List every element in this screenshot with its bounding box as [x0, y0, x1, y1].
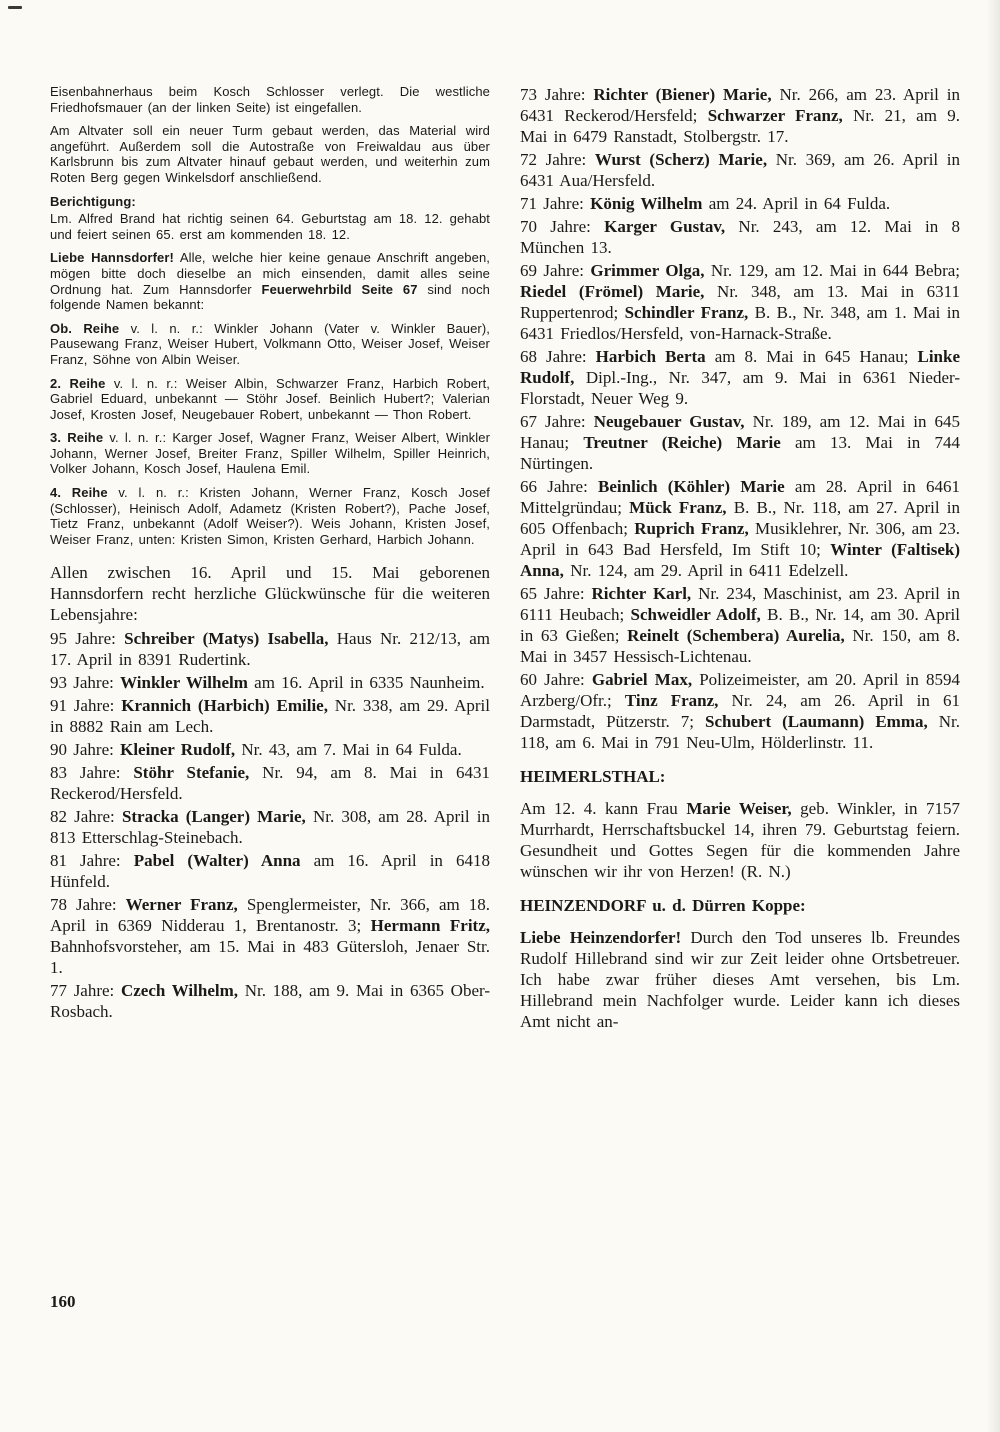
paragraph: 4. Reihe v. l. n. r.: Kristen Johann, Werner Franz, Kosch Josef (Schlosser), Heinisch Adolf, Adametz (Kristen Robert?), Pache Josef, Tietz Franz, unbekannt (Adolf Weiser?). Weis Johann, Kristen Josef, Weiser Franz, unten: Kristen Simon, Kristen Gerhard, Harbich Johann. [50, 485, 491, 547]
bold-name: Linke Rudolf, [520, 347, 961, 387]
section-heading: HEINZENDORF u. d. Dürren Koppe: [520, 896, 806, 915]
bold-name: Reinelt (Schembera) Aurelia, [627, 626, 845, 645]
paragraph: 66 Jahre: Beinlich (Köhler) Marie am 28. April in 6461 Mittelgründau; Mück Franz, B. B., Nr. 118, am 27. April in 605 Offenbach; Ruprich Franz, Musiklehrer, Nr. 306, am 23. April in 643 Bad Hersfeld, Im Stift 10; Winter (Faltisek) Anna, Nr. 124, am 29. April in 6411 Edelzell. [520, 477, 960, 580]
left-column [50, 84, 490, 1034]
bold-name: Winkler Wilhelm [120, 673, 248, 693]
paragraph: Liebe Hannsdorfer! Alle, welche hier keine genaue Anschrift angeben, mögen bitte doch dieselbe an mich einsenden, damit alles seine Ordnung hat. Zum Hannsdorfer Feuerwehrbild Seite 67 sind noch folgende Namen bekannt: [50, 250, 490, 313]
bold-name: Marie Weiser, [686, 799, 792, 818]
bold-name: Neugebauer Gustav, [593, 412, 745, 431]
paragraph: 70 Jahre: Karger Gustav, Nr. 243, am 12. Mai in 8 München 13. [520, 217, 961, 257]
paragraph: Liebe Heinzendorfer! Durch den Tod unseres lb. Freundes Rudolf Hillebrand sind wir zur Zeit leider ohne Ortsbetreuer. Ich habe zwar früher dieses Amt versehen, bis Lm. Hillebrand mein Nachfolger wurde. Leider kann ich dieses Amt nicht an- [520, 928, 960, 1031]
bold-name: Riedel (Frömel) Marie, [520, 282, 705, 301]
bold-name: Stöhr Stefanie, [133, 763, 250, 783]
right-column [520, 84, 960, 1034]
paragraph: 68 Jahre: Harbich Berta am 8. Mai in 645 Hanau; Linke Rudolf, Dipl.-Ing., Nr. 347, am 9. Mai in 6361 Nieder-Florstadt, Neuer Weg 9. [520, 347, 961, 408]
bold-name: Grimmer Olga, [590, 261, 705, 280]
bold-name: 3. Reihe [50, 430, 104, 446]
bold-name: Richter Karl, [591, 584, 692, 603]
paragraph: 73 Jahre: Richter (Biener) Marie, Nr. 266, am 23. April in 6431 Reckerod/Hersfeld; Schwarzer Franz, Nr. 21, am 9. Mai in 6479 Ranstadt, Stolbergstr. 17. [520, 85, 960, 146]
bold-name: Harbich Berta [595, 347, 706, 366]
bold-name: Schubert (Laumann) Emma, [705, 712, 928, 731]
bold-name: Schindler Franz, [624, 303, 749, 322]
paragraph: 71 Jahre: König Wilhelm am 24. April in 64 Fulda. [520, 194, 891, 213]
paragraph: 91 Jahre: Krannich (Harbich) Emilie, Nr. 338, am 29. April in 8882 Rain am Lech. [50, 696, 491, 737]
paragraph: 60 Jahre: Gabriel Max, Polizeimeister, am 20. April in 8594 Arzberg/Ofr.; Tinz Franz, Nr. 24, am 26. April in 61 Darmstadt, Pützerstr. 7; Schubert (Laumann) Emma, Nr. 118, am 6. Mai in 791 Neu-Ulm, Hölderlinstr. 11. [520, 670, 961, 752]
paragraph: 93 Jahre: Winkler Wilhelm am 16. April in 6335 Naunheim. [50, 673, 485, 693]
paragraph: 65 Jahre: Richter Karl, Nr. 234, Maschinist, am 23. April in 6111 Heubach; Schweidler Adolf, B. B., Nr. 14, am 30. April in 63 Gießen; Reinelt (Schembera) Aurelia, Nr. 150, am 8. Mai in 3457 Hessisch-Lichtenau. [520, 584, 961, 666]
scan-artifact [8, 6, 22, 9]
paragraph: 78 Jahre: Werner Franz, Spenglermeister, Nr. 366, am 18. April in 6369 Nidderau 1, Brentanostr. 3; Hermann Fritz, Bahnhofsvorsteher, am 15. Mai in 483 Gütersloh, Jenaer Str. 1. [50, 895, 491, 978]
bold-name: Wurst (Scherz) Marie, [594, 150, 768, 169]
section-heading: HEIMERLSTHAL: [520, 767, 666, 786]
bold-name: Werner Franz, [125, 895, 238, 915]
paragraph: 83 Jahre: Stöhr Stefanie, Nr. 94, am 8. Mai in 6431 Reckerod/Hersfeld. [50, 763, 490, 804]
bold-name: Stracka (Langer) Marie, [121, 807, 306, 827]
bold-name: Hermann Fritz, [370, 916, 490, 936]
bold-name: Tinz Franz, [624, 691, 719, 710]
bold-name: Schwarzer Franz, [707, 106, 843, 125]
bold-name: Beinlich (Köhler) Marie [598, 477, 785, 496]
bold-name: Schreiber (Matys) Isabella, [124, 629, 329, 649]
bold-name: 2. Reihe [50, 375, 106, 391]
bold-name: Richter (Biener) Marie, [593, 85, 772, 104]
bold-name: Ruprich Franz, [634, 519, 749, 538]
page-number: 160 [50, 1292, 76, 1311]
paragraph: Eisenbahnerhaus beim Kosch Schlosser verlegt. Die westliche Friedhofsmauer (an der linken Seite) ist eingefallen. [50, 84, 490, 115]
bold-name: Ob. Reihe [50, 320, 120, 336]
paragraph: Am Altvater soll ein neuer Turm gebaut werden, das Material wird angeführt. Außerdem soll die Autostraße von Freiwaldau aus über Karlsbrunn bis zum Altvater hinauf gebaut werden, und weiterhin zum Roten Berg gegen Winkelsdorf anschließend. [50, 123, 490, 185]
bold-name: 4. Reihe [50, 485, 108, 501]
section-heading: Berichtigung: [50, 193, 136, 209]
paragraph: 90 Jahre: Kleiner Rudolf, Nr. 43, am 7. Mai in 64 Fulda. [50, 740, 462, 760]
paragraph: 2. Reihe v. l. n. r.: Weiser Albin, Schwarzer Franz, Harbich Robert, Gabriel Eduard, unbekannt — Stöhr Josef. Beinlich Hubert?; Valerian Josef, Krosten Josef, Neugebauer Robert, unbekannt — Thon Robert. [50, 375, 490, 422]
paragraph: Allen zwischen 16. April und 15. Mai geborenen Hannsdorfern recht herzliche Glückwünsche für die weiteren Lebensjahre: [50, 563, 490, 625]
bold-name: König Wilhelm [590, 194, 703, 213]
paragraph: Lm. Alfred Brand hat richtig seinen 64. Geburtstag am 18. 12. gehabt und feiert seinen 65. erst am kommenden 18. 12. [50, 211, 490, 242]
bold-name: Winter (Faltisek) Anna, [520, 540, 960, 580]
paragraph: 3. Reihe v. l. n. r.: Karger Josef, Wagner Franz, Weiser Albert, Winkler Johann, Werner Josef, Breiter Franz, Spiller Wilhelm, Spiller Heinrich, Volker Johann, Kosch Josef, Haulena Emil. [50, 430, 491, 477]
two-column-layout [50, 84, 960, 1034]
bold-name: Gabriel Max, [591, 670, 693, 689]
paragraph: 67 Jahre: Neugebauer Gustav, Nr. 189, am 12. Mai in 645 Hanau; Treutner (Reiche) Marie am 13. Mai in 744 Nürtingen. [520, 412, 960, 473]
bold-name: Karger Gustav, [604, 217, 726, 236]
bold-name: Liebe Hannsdorfer! [50, 250, 174, 266]
paragraph: 82 Jahre: Stracka (Langer) Marie, Nr. 308, am 28. April in 813 Etterschlag-Steinebach. [50, 807, 490, 848]
paragraph: 81 Jahre: Pabel (Walter) Anna am 16. April in 6418 Hünfeld. [50, 851, 490, 892]
paragraph: Ob. Reihe v. l. n. r.: Winkler Johann (Vater v. Winkler Bauer), Pausewang Franz, Weiser Hubert, Volkmann Otto, Weiser Josef, Weiser Franz, Söhne von Albin Weiser. [50, 320, 490, 367]
bold-name: Krannich (Harbich) Emilie, [121, 696, 328, 716]
bold-name: Mück Franz, [629, 498, 727, 517]
bold-name: Feuerwehrbild Seite 67 [261, 281, 418, 297]
bold-name: Schweidler Adolf, [630, 605, 761, 624]
bold-name: Kleiner Rudolf, [120, 740, 236, 760]
paragraph: Am 12. 4. kann Frau Marie Weiser, geb. Winkler, in 7157 Murrhardt, Herrschaftsbuckel 14, ihren 79. Geburtstag feiern. Gesundheit und Gottes Segen für die kommenden Jahre wünschen wir ihr von Herzen! (R. N.) [520, 799, 960, 881]
paragraph: 72 Jahre: Wurst (Scherz) Marie, Nr. 369, am 26. April in 6431 Aua/Hersfeld. [520, 150, 960, 190]
paragraph: 69 Jahre: Grimmer Olga, Nr. 129, am 12. Mai in 644 Bebra; Riedel (Frömel) Marie, Nr. 348, am 13. Mai in 6311 Ruppertenrod; Schindler Franz, B. B., Nr. 348, am 1. Mai in 6431 Friedlos/Hersfeld, von-Harnack-Straße. [520, 261, 961, 343]
paragraph: 77 Jahre: Czech Wilhelm, Nr. 188, am 9. Mai in 6365 Ober-Rosbach. [50, 981, 490, 1022]
bold-name: Liebe Heinzendorfer! [520, 928, 682, 947]
bold-name: Pabel (Walter) Anna [133, 851, 301, 871]
paragraph: 95 Jahre: Schreiber (Matys) Isabella, Haus Nr. 212/13, am 17. April in 8391 Rudertink. [50, 629, 490, 670]
bold-name: Treutner (Reiche) Marie [583, 433, 781, 452]
bold-name: Czech Wilhelm, [120, 981, 239, 1001]
